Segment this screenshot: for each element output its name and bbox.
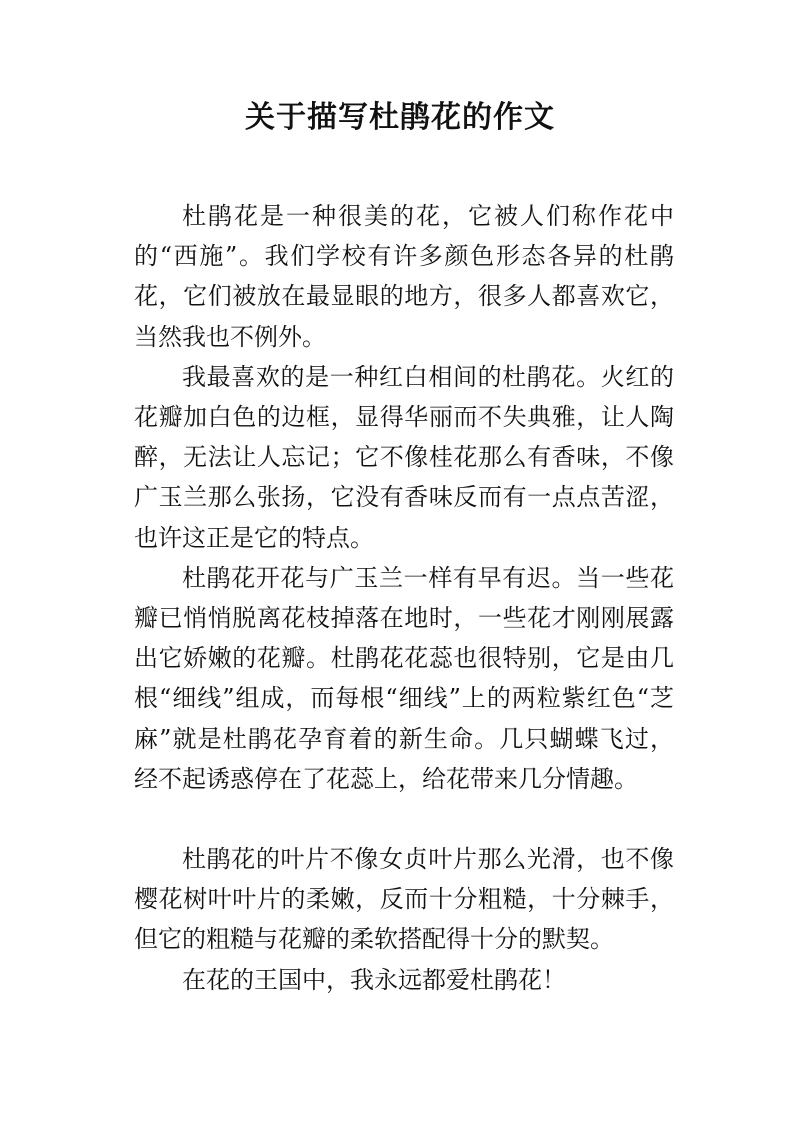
paragraph-spacer	[134, 799, 674, 839]
paragraph-4: 杜鹃花的叶片不像女贞叶片那么光滑，也不像樱花树叶叶片的柔嫩，反而十分粗糙，十分棘手，但它的粗糙与花瓣的柔软搭配得十分的默契。	[134, 845, 674, 954]
paragraph-1: 杜鹃花是一种很美的花，它被人们称作花中的“西施”。我们学校有许多颜色形态各异的杜鹃花，它们被放在最显眼的地方，很多人都喜欢它，当然我也不例外。	[134, 202, 674, 351]
document-body	[134, 196, 674, 1000]
paragraph-5: 在花的王国中，我永远都爱杜鹃花！	[182, 965, 566, 994]
document-title: 关于描写杜鹃花的作文	[245, 100, 555, 135]
paragraph-3: 杜鹃花开花与广玉兰一样有早有迟。当一些花瓣已悄悄脱离花枝掉落在地时，一些花才刚刚展露出它娇嫩的花瓣。杜鹃花花蕊也很特别，它是由几根“细线”组成，而每根“细线”上的两粒紫红色“芝麻”就是杜鹃花孕育着的新生命。几只蝴蝶飞过，经不起诱惑停在了花蕊上，给花带来几分情趣。	[134, 563, 674, 793]
paragraph-2: 我最喜欢的是一种红白相间的杜鹃花。火红的花瓣加白色的边框，显得华丽而不失典雅，让人陶醉，无法让人忘记；它不像桂花那么有香味，不像广玉兰那么张扬，它没有香味反而有一点点苦涩，也许这正是它的特点。	[134, 362, 674, 552]
